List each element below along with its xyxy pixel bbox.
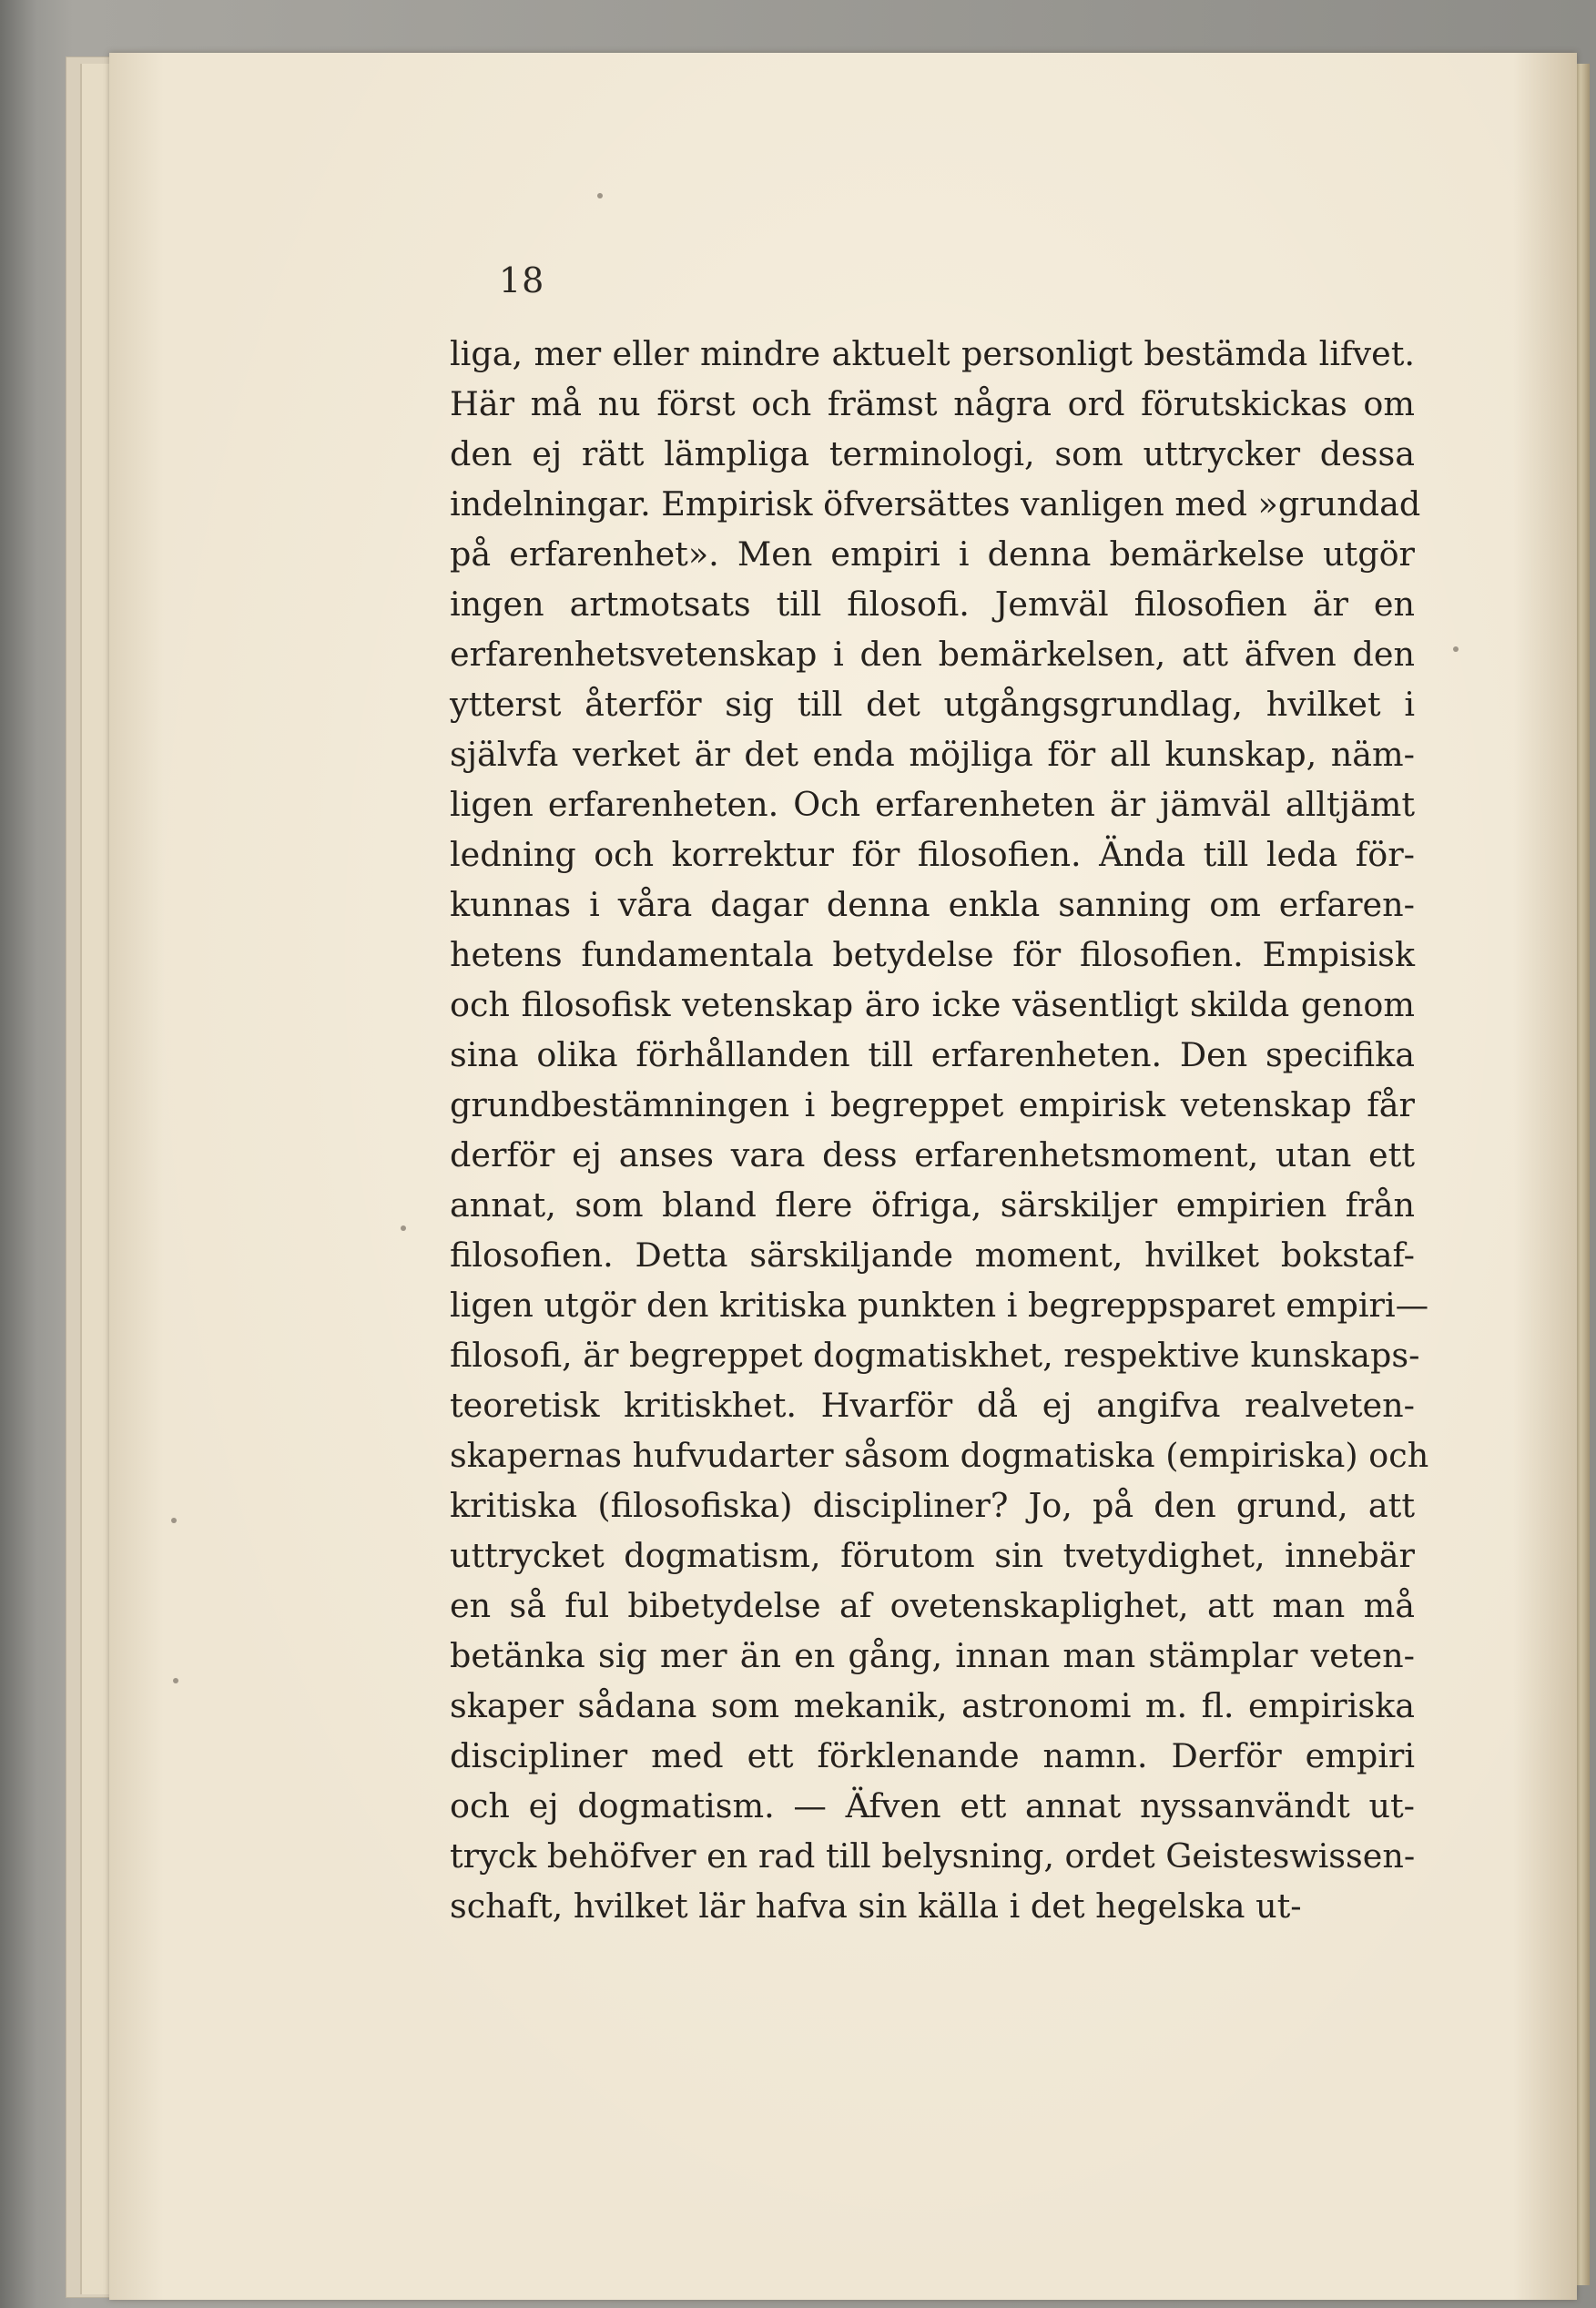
text-line: skaper sådana som mekanik, astronomi m. fl. empiriska [450,1686,1415,1725]
paper-speck [1453,646,1459,652]
text-line: ligen utgör den kritiska punkten i begreppsparet empiri— [450,1286,1429,1325]
text-line: indelningar. Empirisk öfversättes vanligen med »grundad [450,484,1421,524]
text-line: hetens fundamentala betydelse för filosofien. Empisisk [450,935,1415,974]
text-line: ledning och korrektur för filosofien. Ända till leda för- [450,835,1415,874]
text-line: den ej rätt lämpliga terminologi, som uttrycker dessa [450,434,1415,473]
text-line: på erfarenhet». Men empiri i denna bemärkelse utgör [450,534,1415,574]
text-line: derför ej anses vara dess erfarenhetsmoment, utan ett [450,1135,1415,1174]
text-line: erfarenhetsvetenskap i den bemärkelsen, att äfven den [450,635,1415,674]
text-line: en så ful bibetydelse af ovetenskaplighet, att man må [450,1586,1415,1625]
text-line: sina olika förhållanden till erfarenheten. Den specifika [450,1035,1415,1074]
text-line: liga, mer eller mindre aktuelt personligt bestämda lifvet. [450,334,1415,373]
text-line: kunnas i våra dagar denna enkla sanning om erfaren- [450,885,1415,924]
text-line: annat, som bland flere öfriga, särskiljer empirien från [450,1185,1415,1225]
text-line: uttrycket dogmatism, förutom sin tvetydighet, innebär [450,1536,1415,1575]
text-line: Här må nu först och främst några ord förutskickas om [450,384,1415,423]
text-line: skapernas hufvudarter såsom dogmatiska (empiriska) och [450,1436,1429,1475]
text-line: och ej dogmatism. — Äfven ett annat nyssanvändt ut- [450,1786,1415,1825]
page-number: 18 [499,260,545,300]
text-line: självfa verket är det enda möjliga för all kunskap, näm- [450,735,1415,774]
text-line: betänka sig mer än en gång, innan man stämplar veten- [450,1636,1415,1675]
text-line: discipliner med ett förklenande namn. Derför empiri [450,1736,1415,1775]
text-line: filosofi, är begreppet dogmatiskhet, respektive kunskaps- [450,1336,1420,1375]
text-line: ingen artmotsats till filosofi. Jemväl filosofien är en [450,585,1415,624]
text-line: filosofien. Detta särskiljande moment, hvilket bokstaf- [450,1235,1415,1275]
text-line: teoretisk kritiskhet. Hvarför då ej angifva realveten- [450,1386,1415,1425]
text-line: ligen erfarenheten. Och erfarenheten är jämväl alltjämt [450,785,1415,824]
text-line: grundbestämningen i begreppet empirisk vetenskap får [450,1085,1415,1124]
text-line: ytterst återför sig till det utgångsgrundlag, hvilket i [450,685,1415,724]
paper-speck [597,193,603,198]
paper-speck [401,1225,406,1231]
text-line: schaft, hvilket lär hafva sin källa i det hegelska ut- [450,1886,1302,1926]
paper-speck [173,1678,178,1683]
text-line: och filosofisk vetenskap äro icke väsentligt skilda genom [450,985,1415,1024]
paper-speck [171,1518,177,1523]
text-line: kritiska (filosofiska) discipliner? Jo, på den grund, att [450,1486,1415,1525]
text-line: tryck behöfver en rad till belysning, ordet Geisteswissen- [450,1836,1416,1876]
